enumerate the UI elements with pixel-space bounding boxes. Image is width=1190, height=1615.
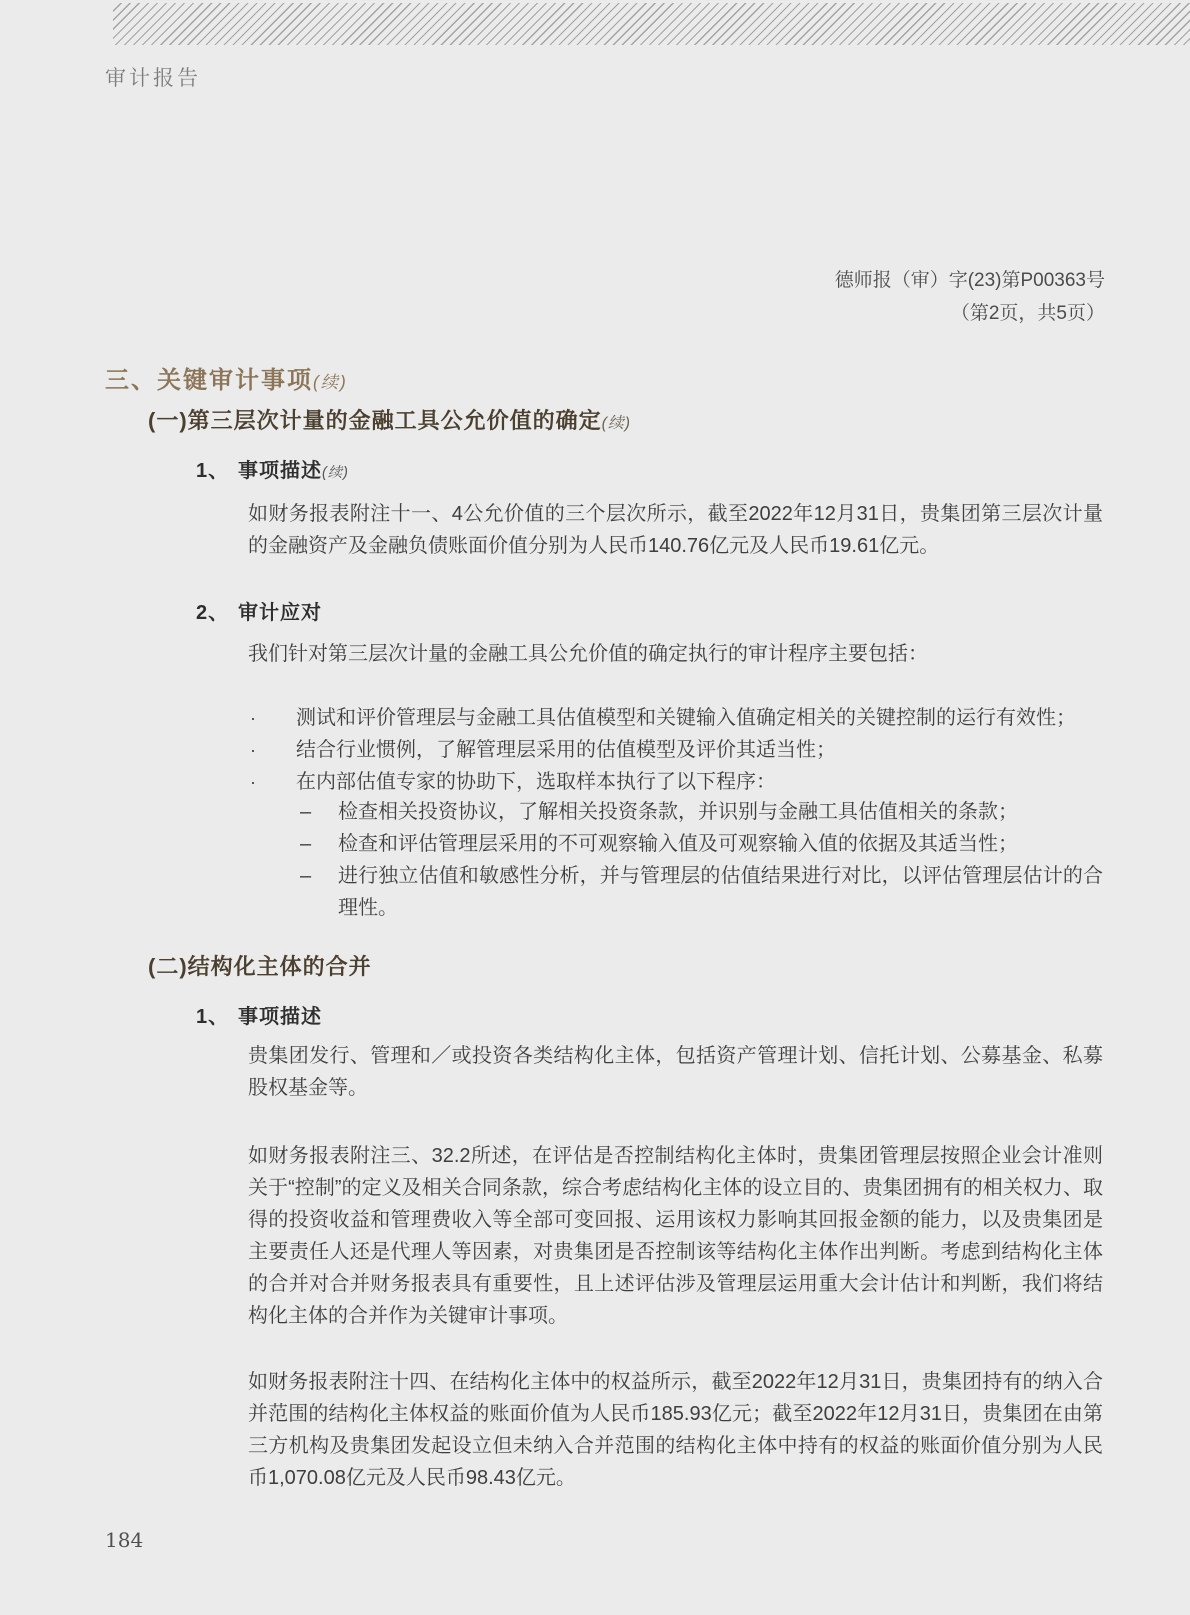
matter-description-title-text: 事项描述 [238,460,322,482]
sub-list-item-text: 检查和评估管理层采用的不可观察输入值及可观察输入值的依据及其适当性； [338,833,1018,855]
list-item [250,734,1103,766]
audit-response-intro: 我们针对第三层次计量的金融工具公允价值的确定执行的审计程序主要包括： [248,643,928,665]
subsection-fair-value-heading-text: (一)第三层次计量的金融工具公允价值的确定 [148,408,602,433]
sub-list-item [300,796,1103,828]
bullet-dot-icon: · [250,708,256,728]
section-title [105,360,348,395]
list-item [250,766,1103,798]
matter-description-heading [196,454,349,483]
fair-value-matter-paragraph: 如财务报表附注十一、4公允价值的三个层次所示，截至2022年12月31日，贵集团第三层次计量的金融资产及金融负债账面价值分别为人民币140.76亿元及人民币19.61亿元。 [248,503,1103,557]
structured-matter-paragraph-3: 如财务报表附注十四、在结构化主体中的权益所示，截至2022年12月31日，贵集团持有的纳入合并范围的结构化主体权益的账面价值为人民币185.93亿元；截至2022年12月31日，贵集团在由第三方机构及贵集团发起设立但未纳入合并范围的结构化主体中持有的权益的账面价值分别为人民币1,070.08亿元及人民币98.43亿元。 [248,1371,1103,1489]
dash-icon: – [300,865,312,887]
sub-list-item [300,828,1103,860]
dash-icon: – [300,801,312,823]
page-number: 184 [105,1528,144,1552]
list-item-text: 在内部估值专家的协助下，选取样本执行了以下程序： [296,771,776,793]
subsection-structured-entities-heading: (二)结构化主体的合并 [148,954,372,979]
structured-matter-paragraph-2: 如财务报表附注三、32.2所述，在评估是否控制结构化主体时，贵集团管理层按照企业会计准则关于“控制”的定义及相关合同条款，综合考虑结构化主体的设立目的、贵集团拥有的相关权力、取得的投资收益和管理费收入等全部可变回报、运用该权力影响其回报金额的能力，以及贵集团是主要责任人还是代理人等因素，对贵集团是否控制该等结构化主体作出判断。考虑到结构化主体的合并对合并财务报表具有重要性，且上述评估涉及管理层运用重大会计估计和判断，我们将结构化主体的合并作为关键审计事项。 [248,1145,1103,1327]
audit-response-title: 审计应对 [238,602,322,624]
section-title-text: 三、关键审计事项 [105,367,313,394]
sub-list-item [300,860,1103,924]
matter-description-continued: (续) [322,465,349,481]
matter-description-number: 1、 [196,460,230,482]
dash-icon: – [300,833,312,855]
sub-list-item-text: 进行独立估值和敏感性分析，并与管理层的估值结果进行对比，以评估管理层估计的合理性。 [338,865,1103,919]
sub-list-item-text: 检查相关投资协议，了解相关投资条款，并识别与金融工具估值相关的条款； [338,801,1018,823]
structured-matter-number: 1、 [196,1006,230,1028]
bullet-dot-icon: · [250,772,256,792]
reference-block [835,264,1105,330]
structured-matter-title: 事项描述 [238,1006,322,1028]
audit-sub-procedures-list [300,796,1103,924]
report-reference-number: 德师报（审）字(23)第P00363号 [834,270,1105,291]
decorative-hatch-band [113,3,1190,45]
page-of-pages: （第2页，共5页） [950,303,1105,324]
audit-procedures-list [250,702,1103,798]
structured-matter-heading [196,1000,322,1029]
audit-response-number: 2、 [196,602,230,624]
structured-matter-paragraph-1: 贵集团发行、管理和／或投资各类结构化主体，包括资产管理计划、信托计划、公募基金、私募股权基金等。 [248,1045,1103,1099]
document-header-label: 审计报告 [105,67,201,90]
subsection-fair-value-continued: (续) [601,415,632,432]
bullet-dot-icon: · [250,740,256,760]
list-item-text: 结合行业惯例，了解管理层采用的估值模型及评价其适当性； [296,739,836,761]
subsection-fair-value-heading [148,404,631,435]
list-item-text: 测试和评价管理层与金融工具估值模型和关键输入值确定相关的关键控制的运行有效性； [296,707,1076,729]
matter-description-title [238,454,349,483]
list-item [250,702,1103,734]
audit-response-heading [196,596,322,625]
section-title-continued: (续) [313,372,348,392]
